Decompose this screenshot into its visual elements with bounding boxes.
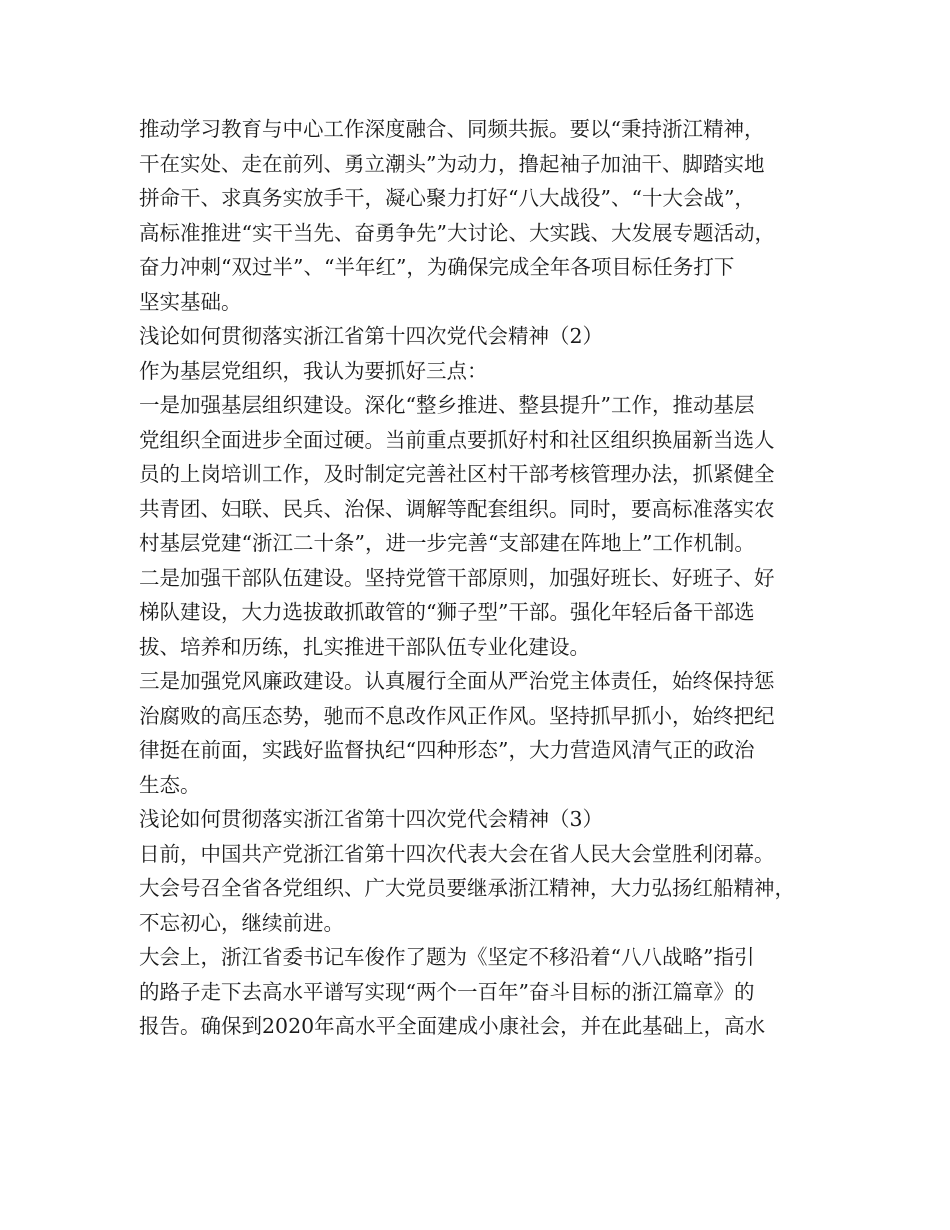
text-line: 的路子走下去高水平谱写实现“两个一百年”奋斗目标的浙江篇章》的: [139, 979, 755, 1004]
text-line: 党组织全面进步全面过硬。当前重点要抓好村和社区组织换届新当选人: [139, 427, 775, 452]
text-line: 不忘初心，继续前进。: [139, 910, 344, 935]
section-heading: 浅论如何贯彻落实浙江省第十四次党代会精神（2）: [139, 324, 604, 348]
text-line: 坚实基础。: [139, 289, 242, 314]
text-line: 奋力冲刺“双过半”、“半年红”，为确保完成全年各项目标任务打下: [139, 255, 735, 279]
text-line: 大会号召全省各党组织、广大党员要继承浙江精神，大力弘扬红船精神，: [139, 876, 795, 900]
text-line: 日前，中国共产党浙江省第十四次代表大会在省人民大会堂胜利闭幕。: [139, 841, 775, 866]
text-line: 拔、培养和历练，扎实推进干部队伍专业化建设。: [139, 634, 590, 659]
section-heading: 浅论如何贯彻落实浙江省第十四次党代会精神（3）: [139, 807, 604, 831]
text-line: 一是加强基层组织建设。深化“整乡推进、整县提升”工作，推动基层: [139, 393, 755, 417]
text-line: 三是加强党风廉政建设。认真履行全面从严治党主体责任，始终保持惩: [139, 669, 775, 693]
text-line: 二是加强干部队伍建设。坚持党管干部原则，加强好班长、好班子、好: [139, 565, 775, 590]
text-line: 员的上岗培训工作，及时制定完善社区村干部考核管理办法，抓紧健全: [139, 462, 775, 486]
text-line: 高标准推进“实干当先、奋勇争先”大讨论、大实践、大发展专题活动，: [139, 220, 775, 245]
text-line: 共青团、妇联、民兵、治保、调解等配套组织。同时，要高标准落实农: [139, 496, 775, 521]
text-line: 梯队建设，大力选拔敢抓敢管的“狮子型”干部。强化年轻后备干部选: [139, 600, 755, 624]
text-line: 生态。: [139, 772, 201, 797]
text-line: 推动学习教育与中心工作深度融合、同频共振。要以“秉持浙江精神，: [139, 117, 765, 141]
text-line: 律挺在前面，实践好监督执纪“四种形态”，大力营造风清气正的政治: [139, 738, 755, 762]
text-line: 拼命干、求真务实放手干，凝心聚力打好“八大战役”、“十大会战”，: [139, 186, 755, 210]
text-line: 报告。确保到2020年高水平全面建成小康社会，并在此基础上，高水: [139, 1014, 766, 1038]
text-line: 治腐败的高压态势，驰而不息改作风正作风。坚持抓早抓小，始终把纪: [139, 703, 775, 728]
text-line: 干在实处、走在前列、勇立潮头”为动力，撸起袖子加油干、脚踏实地: [139, 151, 765, 176]
text-line: 作为基层党组织，我认为要抓好三点：: [139, 358, 488, 383]
text-line: 村基层党建“浙江二十条”，进一步完善“支部建在阵地上”工作机制。: [139, 531, 755, 555]
text-line: 大会上，浙江省委书记车俊作了题为《坚定不移沿着“八八战略”指引: [139, 945, 755, 969]
body-text: [139, 112, 829, 1044]
